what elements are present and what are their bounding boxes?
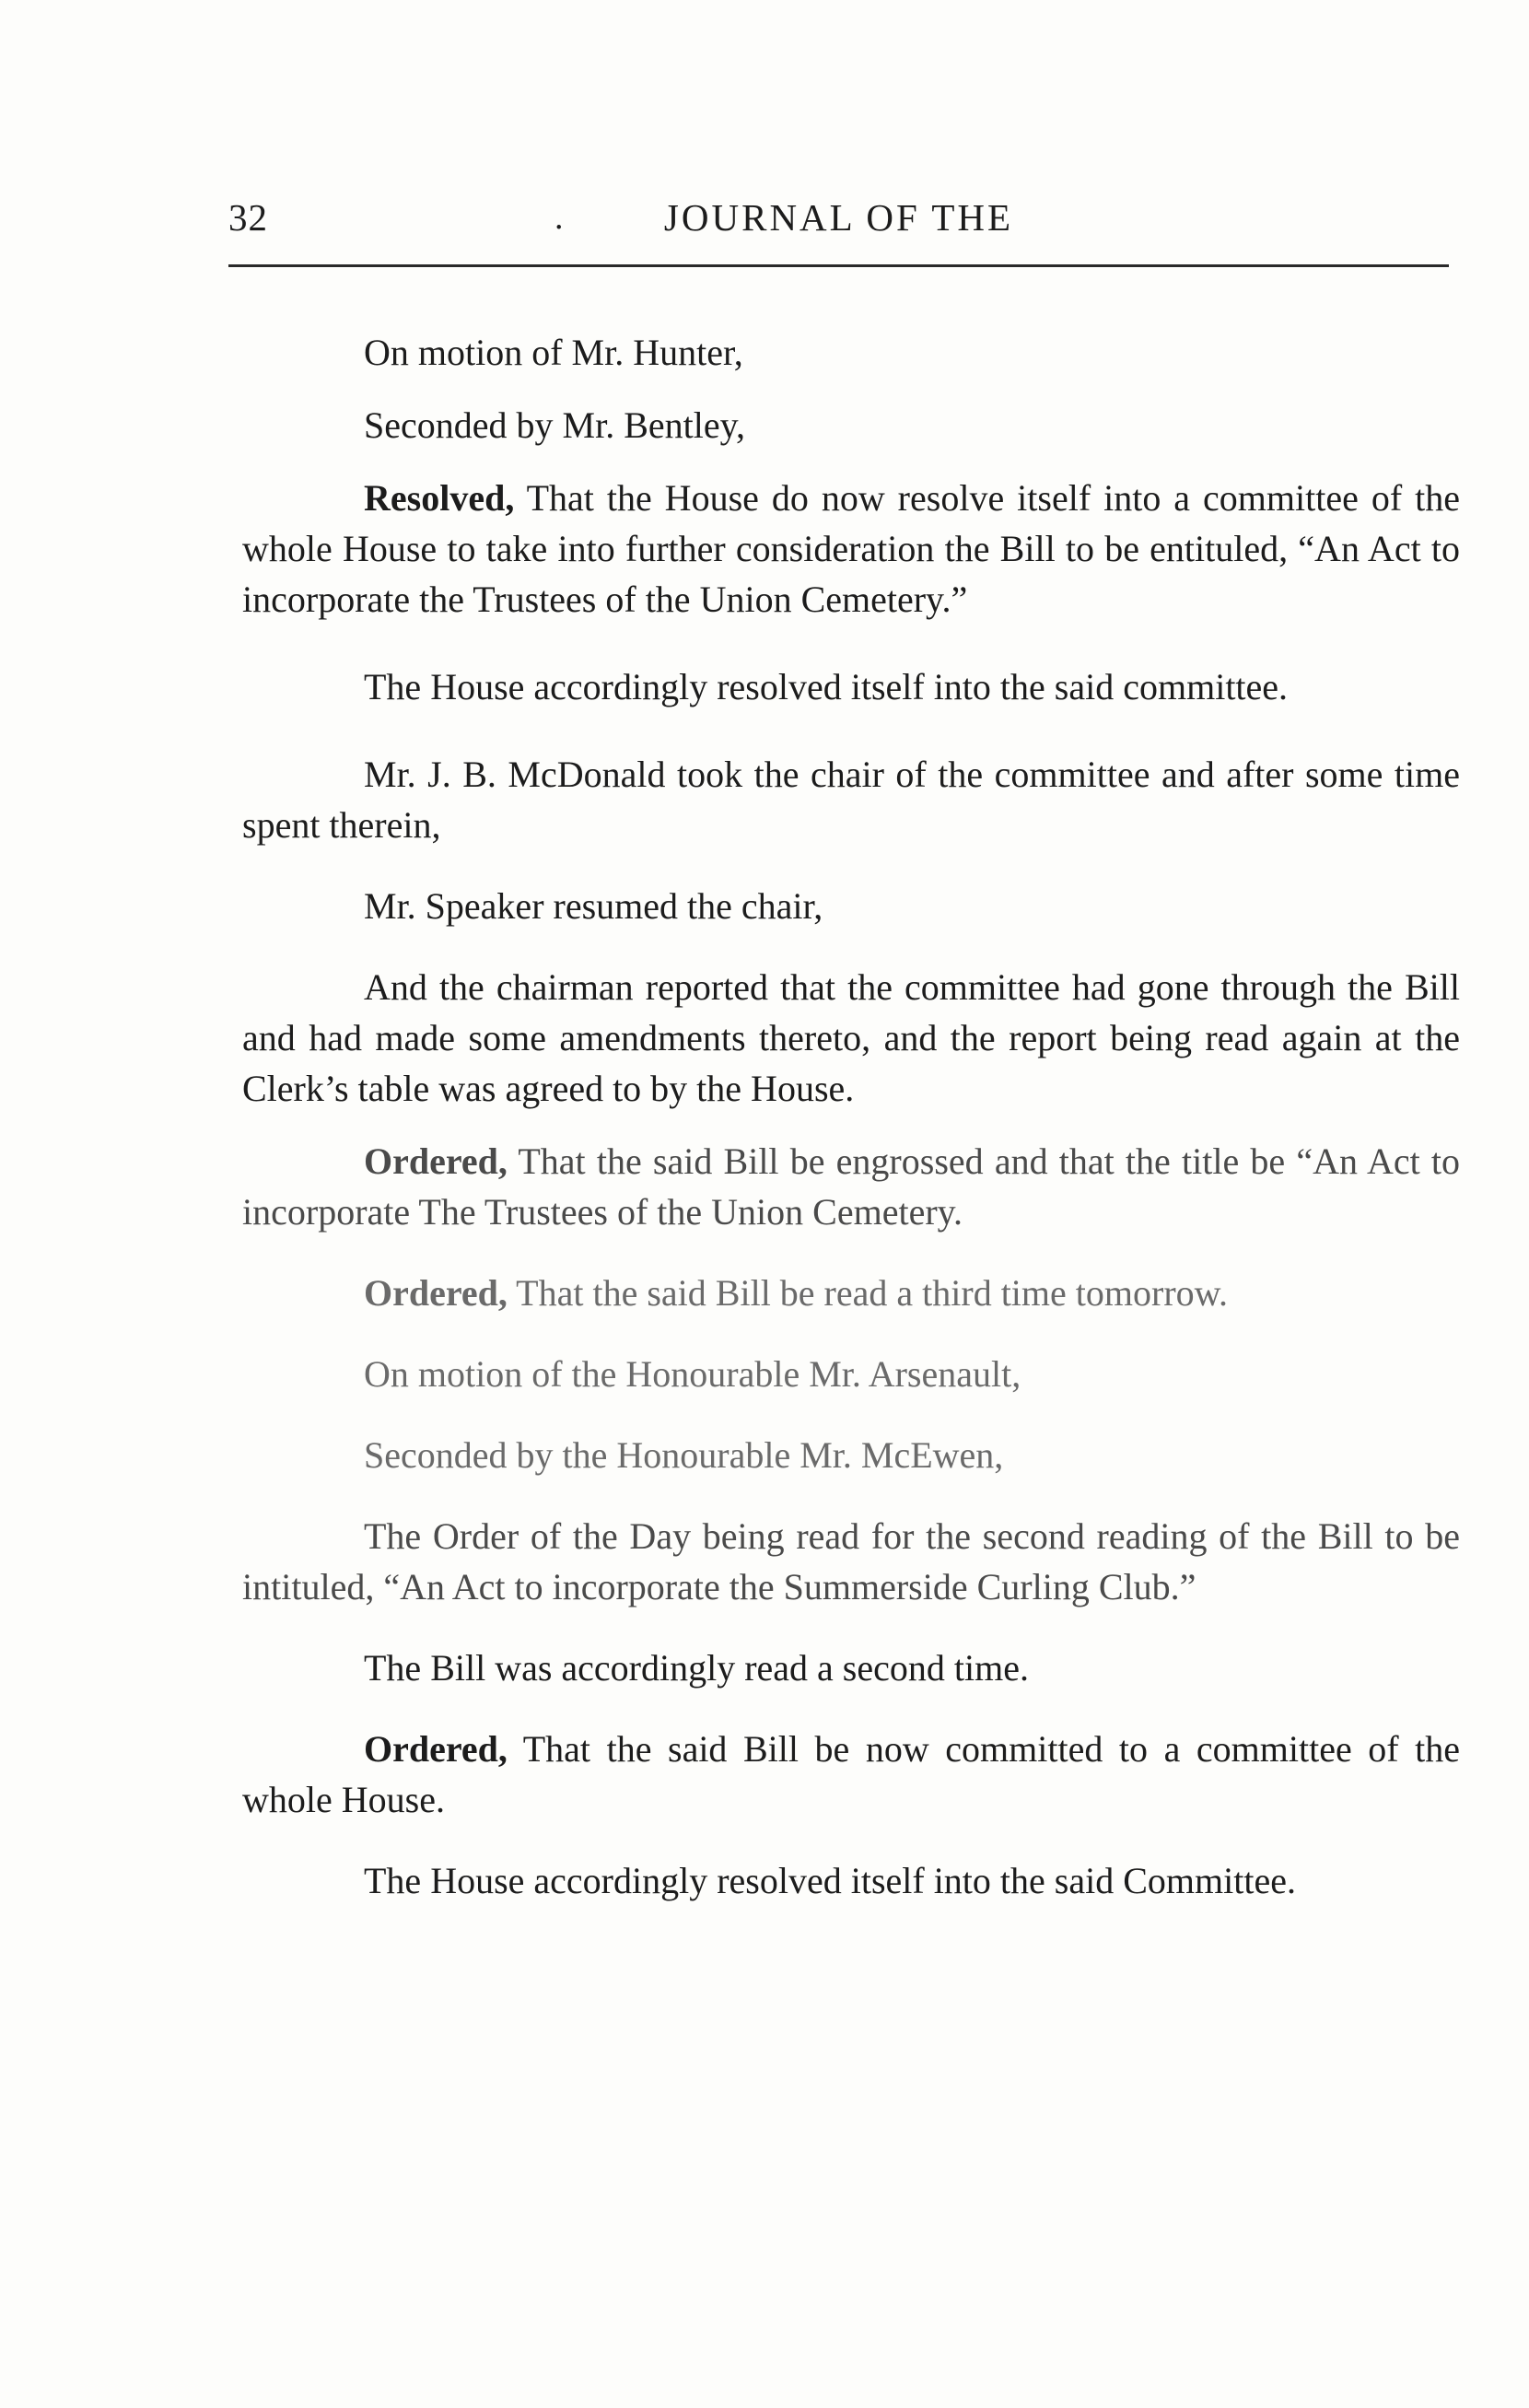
paragraph-text: That the said Bill be now committed to a committee of the whole House. [242, 1728, 1460, 1820]
paragraph-house-resolved-committee [242, 1855, 1460, 1906]
paragraph-motion-hunter [242, 327, 1460, 378]
header-dot: . [554, 198, 564, 237]
paragraph-text: That the House do now resolve itself into a committee of the whole House to take into further consideration the Bill to be entituled, “An Act to incorporate the Trustees of the Union Cemetery.” [242, 477, 1460, 620]
page-number: 32 [228, 196, 268, 239]
paragraph-seconded-bentley [242, 400, 1460, 450]
paragraph-mcdonald-chair [242, 749, 1460, 850]
paragraph-speaker-resumed [242, 881, 1460, 931]
paragraph-motion-arsenault [242, 1349, 1460, 1399]
paragraph-seconded-mcewen [242, 1430, 1460, 1480]
paragraph-ordered-engrossed [242, 1136, 1460, 1237]
paragraph-text: On motion of the Honourable Mr. Arsenault, [364, 1353, 1021, 1395]
paragraph-lead: Ordered, [364, 1728, 508, 1770]
paragraph-text: The Bill was accordingly read a second time. [364, 1647, 1029, 1689]
paragraph-text: On motion of Mr. Hunter, [364, 332, 743, 373]
paragraph-text: Seconded by the Honourable Mr. McEwen, [364, 1434, 1004, 1476]
page-header [228, 195, 1449, 251]
paragraph-ordered-committed [242, 1724, 1460, 1825]
paragraph-text: And the chairman reported that the committee had gone through the Bill and had made some amendments thereto, and the report being read again at the Clerk’s table was agreed to by the House. [242, 966, 1460, 1109]
paragraph-text: The Order of the Day being read for the second reading of the Bill to be intituled, “An Act to incorporate the Summerside Curling Club.” [242, 1515, 1460, 1607]
paragraph-ordered-third-reading [242, 1268, 1460, 1318]
running-title: JOURNAL OF THE [663, 196, 1014, 239]
paragraph-house-resolved [242, 661, 1460, 712]
paragraph-text: That the said Bill be read a third time tomorrow. [507, 1272, 1228, 1314]
paragraph-text: Seconded by Mr. Bentley, [364, 404, 746, 446]
paragraph-second-reading [242, 1642, 1460, 1693]
paragraph-text: The House accordingly resolved itself into the said committee. [364, 666, 1289, 707]
paragraph-chairman-reported [242, 962, 1460, 1114]
paragraph-text: That the said Bill be engrossed and that the title be “An Act to incorporate The Trustees of the Union Cemetery. [242, 1140, 1460, 1233]
paragraph-lead: Ordered, [364, 1272, 508, 1314]
paragraph-text: The House accordingly resolved itself into the said Committee. [364, 1860, 1296, 1901]
paragraph-order-of-day [242, 1511, 1460, 1612]
paragraph-text: Mr. Speaker resumed the chair, [364, 885, 823, 927]
paragraph-lead: Resolved, [364, 477, 515, 519]
paragraph-text: Mr. J. B. McDonald took the chair of the committee and after some time spent therein, [242, 754, 1460, 846]
paragraph-lead: Ordered, [364, 1140, 508, 1182]
journal-body [242, 327, 1460, 1906]
paragraph-resolved [242, 473, 1460, 625]
header-rule [228, 264, 1449, 267]
